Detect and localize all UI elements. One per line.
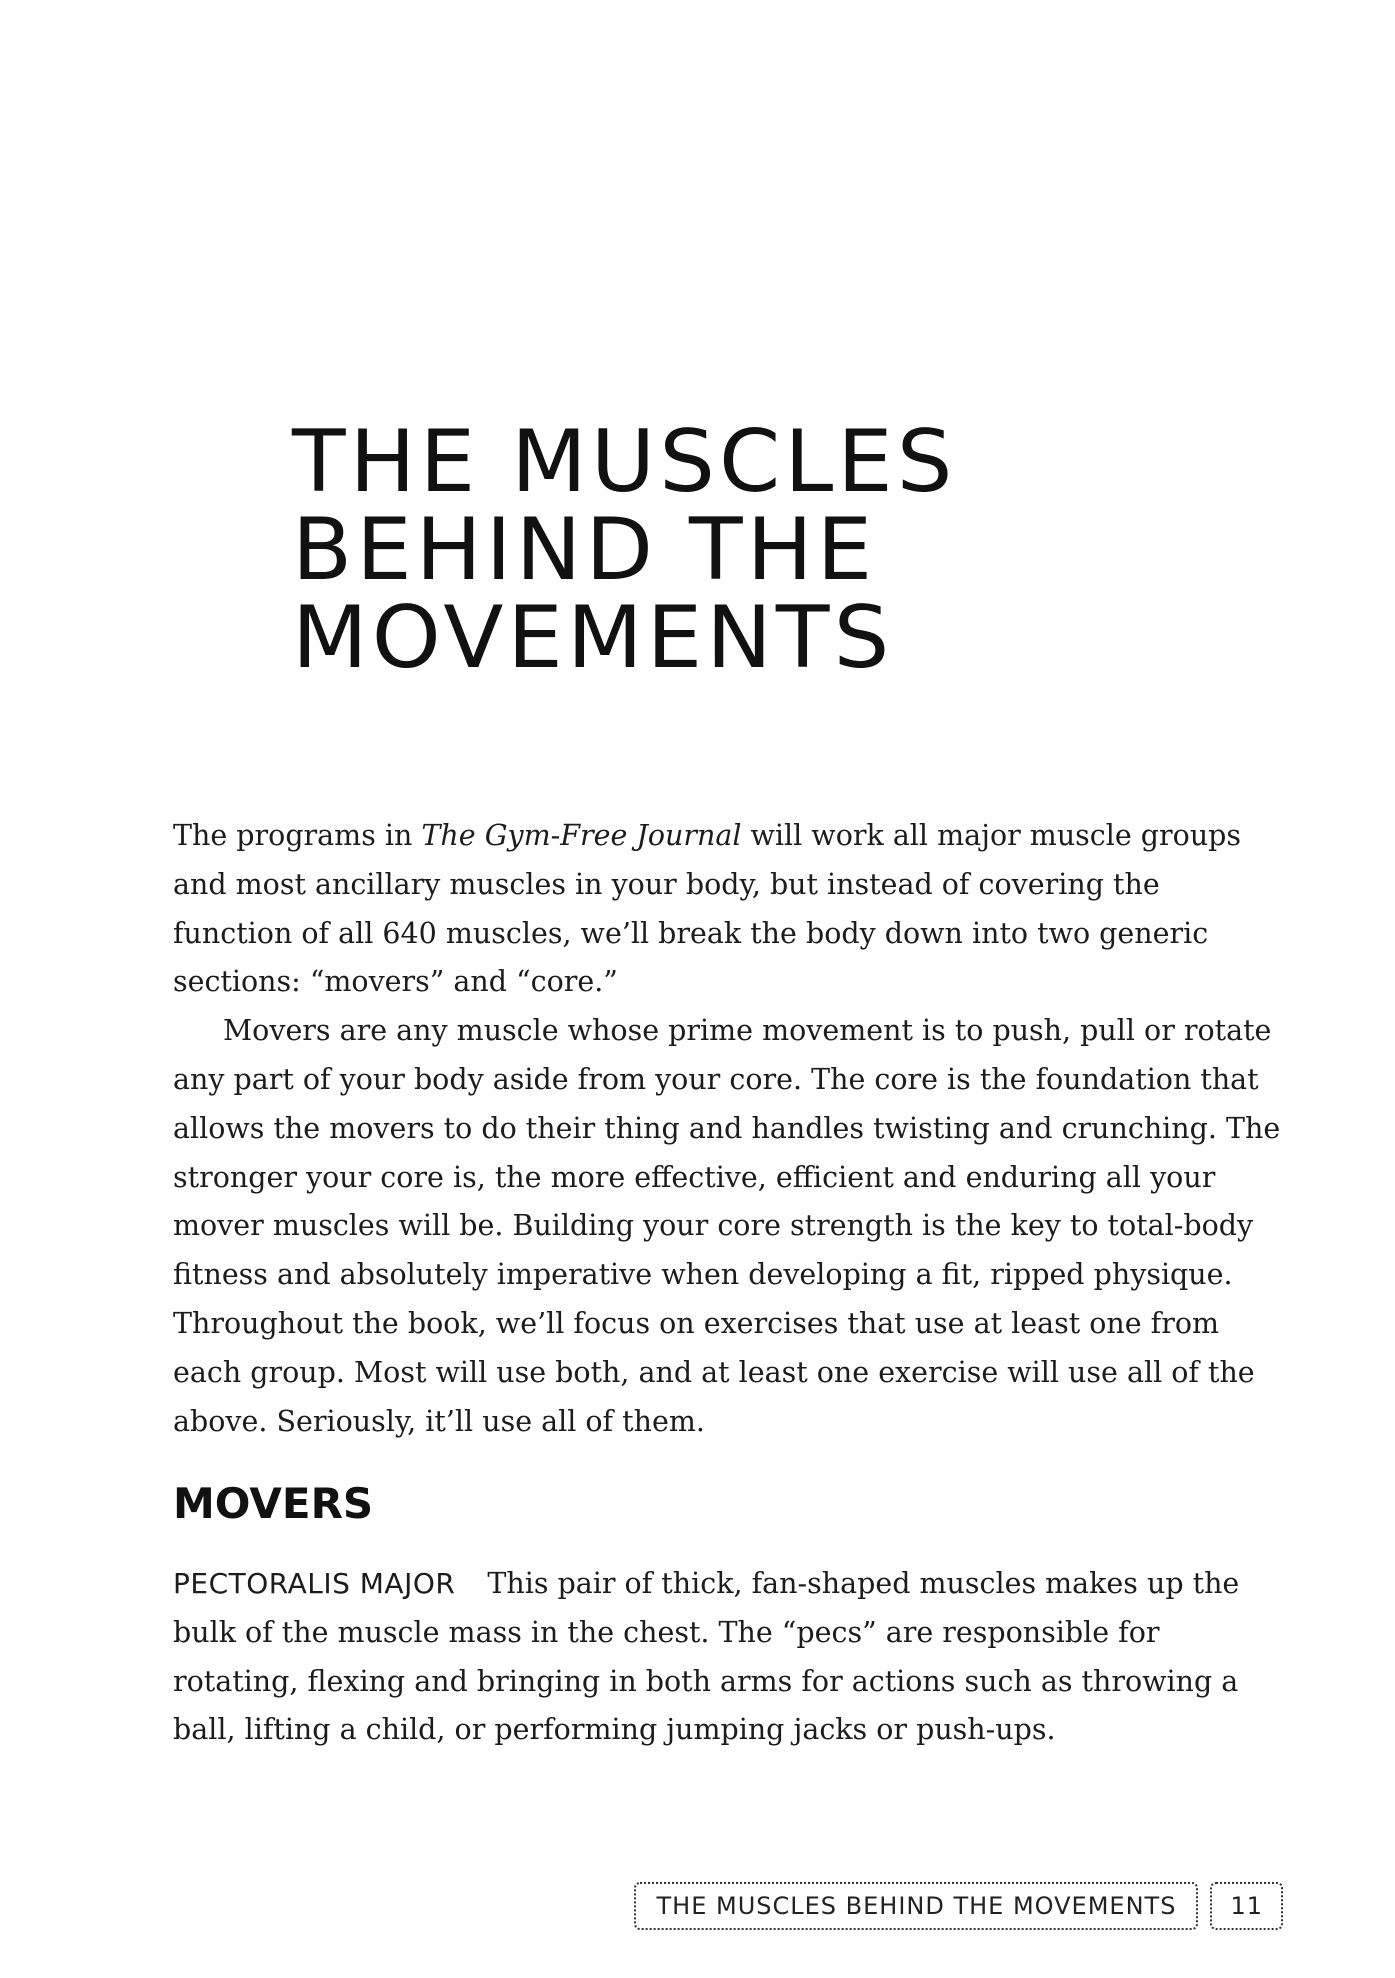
muscle-description: This pair of thick, fan-shaped muscles makes up the bulk of the muscle mass in the chest. The “pecs” are responsible for rotating, flexing and bringing in both arms for actions such as throwing a ball, lifting a child, or performing jumping jacks or push-ups. (173, 1567, 1240, 1747)
page-number: 11 (1210, 1882, 1283, 1930)
chapter-title-line-3: MOVEMENTS (292, 588, 894, 688)
book-title: The Gym-Free Journal (421, 819, 742, 852)
intro-paragraph-1 (173, 812, 1283, 1007)
muscle-name: PECTORALIS MAJOR (173, 1567, 456, 1600)
muscle-entry-pectoralis-major (173, 1560, 1283, 1755)
chapter-title (292, 412, 957, 688)
intro-p1-start: The programs in (173, 819, 422, 852)
page-footer (634, 1882, 1283, 1930)
intro-paragraph-2: Movers are any muscle whose prime movement is to push, pull or rotate any part of your body aside from your core. The core is the foundation that allows the movers to do their thing and handles twisting and crunching. The stronger your core is, the more effective, efficient and enduring all your mover muscles will be. Building your core strength is the key to total-body fitness and absolutely imperative when developing a fit, ripped physique. Throughout the book, we’ll focus on exercises that use at least one from each group. Most will use both, and at least one exercise will use all of the above. Seriously, it’ll use all of them. (173, 1014, 1281, 1438)
intro-p1-end: will work all major muscle groups and most ancillary muscles in your body, but instead of covering the function of all 640 muscles, we’ll break the body down into two generic sections: “movers” and “core.” (173, 819, 1242, 999)
running-title: THE MUSCLES BEHIND THE MOVEMENTS (634, 1882, 1198, 1930)
chapter-title-line-1: THE MUSCLES (292, 412, 957, 512)
chapter-title-line-2: BEHIND THE (292, 500, 877, 600)
intro-text (173, 812, 1283, 1446)
section-heading-movers: MOVERS (173, 1479, 374, 1528)
